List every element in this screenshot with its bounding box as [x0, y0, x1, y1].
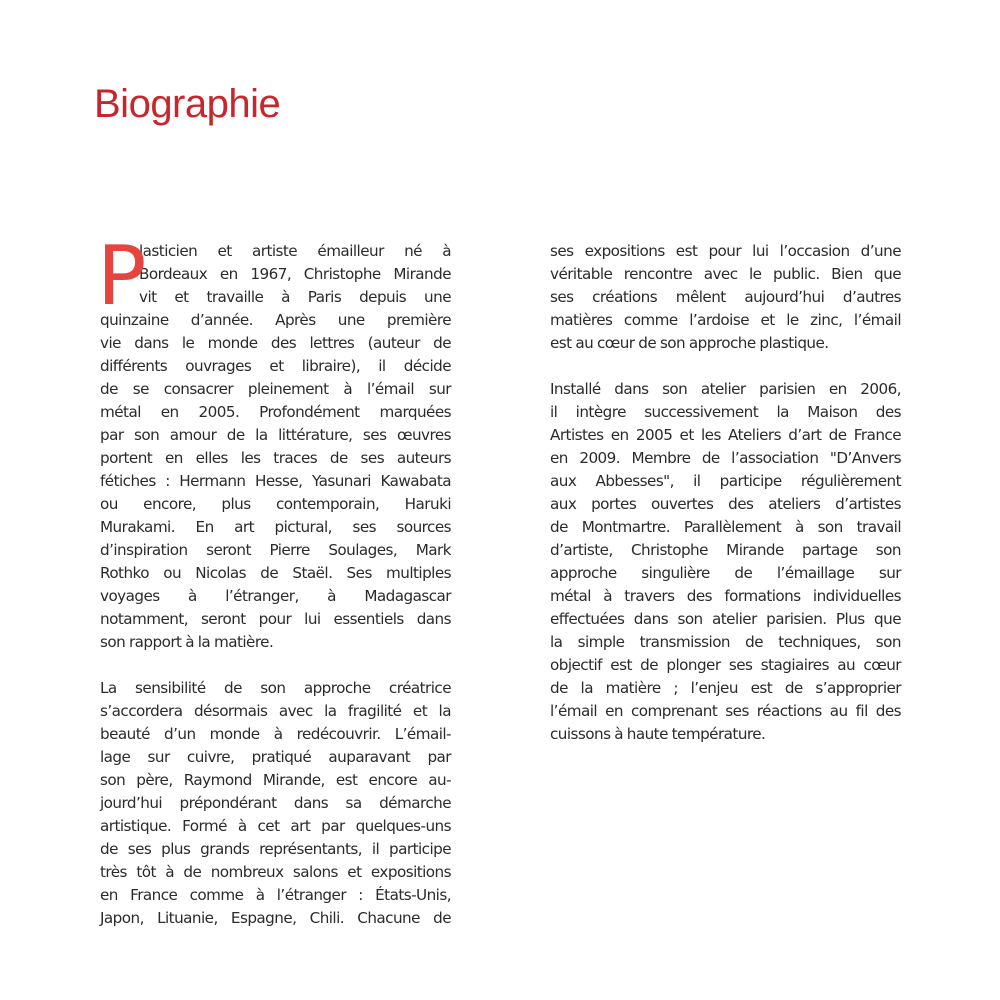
- text-line: quinzaine d’année. Après une première: [100, 311, 451, 329]
- text-line: approche singulière de l’émaillage sur: [550, 564, 901, 582]
- text-line: objectif est de plonger ses stagiaires au cœur: [550, 656, 901, 674]
- text-line: lage sur cuivre, pratiqué auparavant par: [100, 748, 451, 766]
- text-line: fétiches : Hermann Hesse, Yasunari Kawabata: [100, 472, 451, 490]
- text-line: métal à travers des formations individuelles: [550, 587, 901, 605]
- text-line: La sensibilité de son approche créatrice: [100, 679, 451, 697]
- page-title: Biographie: [94, 82, 281, 126]
- text-line: portent en elles les traces de ses auteurs: [100, 449, 451, 467]
- text-line: ses créations mêlent aujourd’hui d’autres: [550, 288, 901, 306]
- text-line: Rothko ou Nicolas de Staël. Ses multiples: [100, 564, 451, 582]
- text-line: son père, Raymond Mirande, est encore au-: [100, 771, 451, 789]
- text-line: aux portes ouvertes des ateliers d’artistes: [550, 495, 901, 513]
- text-line: véritable rencontre avec le public. Bien que: [550, 265, 901, 283]
- left-paragraph-2: [100, 677, 451, 930]
- text-line: jourd’hui prépondérant dans sa démarche: [100, 794, 451, 812]
- text-line: lasticien et artiste émailleur né à: [139, 242, 451, 260]
- left-paragraph-1: [100, 240, 451, 654]
- paragraph-gap: [550, 355, 901, 378]
- text-line: de se consacrer pleinement à l’émail sur: [100, 380, 451, 398]
- text-line: il intègre successivement la Maison des: [550, 403, 901, 421]
- text-line: vit et travaille à Paris depuis une: [139, 288, 451, 306]
- text-line: l’émail en comprenant ses réactions au fil des: [550, 702, 901, 720]
- text-line: différents ouvrages et libraire), il décide: [100, 357, 451, 375]
- text-line: de ses plus grands représentants, il participe: [100, 840, 451, 858]
- text-line: Installé dans son atelier parisien en 2006,: [550, 380, 901, 398]
- drop-cap: P: [97, 229, 147, 324]
- text-line: ses expositions est pour lui l’occasion d’une: [550, 242, 901, 260]
- text-line: vie dans le monde des lettres (auteur de: [100, 334, 451, 352]
- text-line: effectuées dans son atelier parisien. Plus que: [550, 610, 901, 628]
- text-line: très tôt à de nombreux salons et expositions: [100, 863, 451, 881]
- text-line: en 2009. Membre de l’association "D’Anvers: [550, 449, 901, 467]
- text-line: notamment, seront pour lui essentiels dans: [100, 610, 451, 628]
- text-line: aux Abbesses", il participe régulièrement: [550, 472, 901, 490]
- text-line: Artistes en 2005 et les Ateliers d’art de France: [550, 426, 901, 444]
- text-line: par son amour de la littérature, ses œuvres: [100, 426, 451, 444]
- text-line: de Montmartre. Parallèlement à son travail: [550, 518, 901, 536]
- text-line: en France comme à l’étranger : États-Unis,: [100, 886, 451, 904]
- right-column: [550, 240, 901, 746]
- text-line: beauté d’un monde à redécouvrir. L’émail-: [100, 725, 451, 743]
- text-line: matières comme l’ardoise et le zinc, l’émail: [550, 311, 901, 329]
- left-column: [97, 229, 451, 930]
- text-line: cuissons à haute température.: [550, 725, 766, 743]
- text-line: la simple transmission de techniques, son: [550, 633, 901, 651]
- text-line: métal en 2005. Profondément marquées: [100, 403, 451, 421]
- text-line: d’inspiration seront Pierre Soulages, Mark: [100, 541, 451, 559]
- text-line: artistique. Formé à cet art par quelques-uns: [100, 817, 451, 835]
- paragraph-gap: [100, 654, 451, 677]
- right-paragraph-2: [550, 378, 901, 746]
- text-line: de la matière ; l’enjeu est de s’approprier: [550, 679, 901, 697]
- text-line: ou encore, plus contemporain, Haruki: [100, 495, 451, 513]
- right-paragraph-1: [550, 240, 901, 355]
- text-line: Japon, Lituanie, Espagne, Chili. Chacune de: [100, 909, 451, 927]
- text-line: d’artiste, Christophe Mirande partage son: [550, 541, 901, 559]
- text-line: son rapport à la matière.: [100, 633, 274, 651]
- text-line: voyages à l’étranger, à Madagascar: [100, 587, 451, 605]
- text-line: Murakami. En art pictural, ses sources: [100, 518, 451, 536]
- text-line: est au cœur de son approche plastique.: [550, 334, 829, 352]
- text-line: s’accordera désormais avec la fragilité et la: [100, 702, 451, 720]
- text-line: Bordeaux en 1967, Christophe Mirande: [139, 265, 451, 283]
